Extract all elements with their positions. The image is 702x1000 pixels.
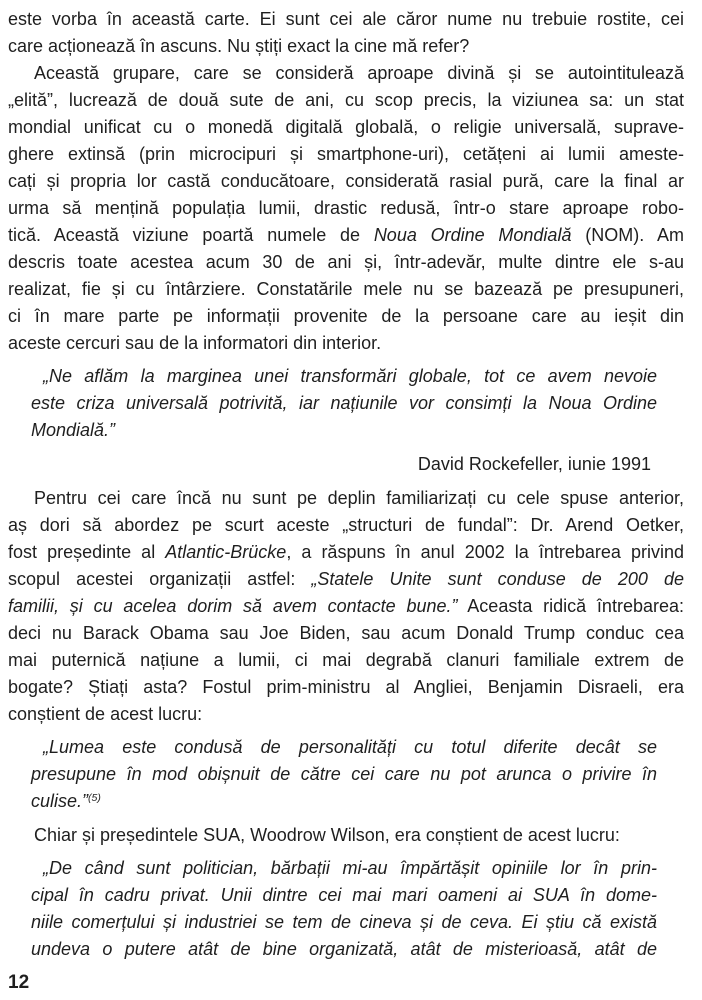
footnote-ref: (5): [88, 792, 101, 804]
text-segment: tică. Această viziune poartă numele de: [8, 225, 374, 245]
quote-block: [31, 734, 657, 815]
text-segment: „Ne aflăm la marginea unei transformări globale, tot ce avem nevoie: [43, 366, 657, 386]
text-segment: deci nu Barack Obama sau Joe Biden, sau acum Donald Trump conduc cea: [8, 623, 684, 643]
paragraph: [8, 6, 684, 60]
text-line: [8, 222, 684, 249]
text-segment: descris toate acestea acum 30 de ani și, într-adevăr, multe dintre ele s-au: [8, 252, 684, 272]
text-segment: mai puternică națiune a lumii, ci mai degrabă clanuri familiale extrem de: [8, 650, 684, 670]
text-line: [8, 566, 684, 593]
text-line: [31, 417, 657, 444]
text-segment: „De când sunt politician, bărbații mi-au împărtășit opiniile lor în prin-: [43, 858, 657, 878]
text-line: [8, 60, 684, 87]
text-segment: scopul acestei organizații astfel:: [8, 569, 312, 589]
text-segment: Atlantic-Brücke: [165, 542, 287, 562]
text-segment: Pentru cei care încă nu sunt pe deplin familiarizați cu cele spuse anterior,: [34, 488, 684, 508]
text-segment: Mondială.”: [31, 420, 116, 440]
text-line: [8, 647, 684, 674]
text-segment: cipal în cadru privat. Unii dintre cei mai mari oameni ai SUA în dome-: [31, 885, 657, 905]
text-line: [31, 882, 657, 909]
text-segment: este criza universală potrivită, iar națiunile vor consimți la Noua Ordine: [31, 393, 657, 413]
text-segment: undeva o putere atât de bine organizată, atât de misterioasă, atât de: [31, 939, 657, 959]
text-line: [8, 276, 684, 303]
text-segment: David Rockefeller, iunie 1991: [417, 454, 651, 474]
text-segment: ci în mare parte pe informații provenite de la persoane care au ieșit din: [8, 306, 684, 326]
text-line: [31, 909, 657, 936]
text-segment: mondial unificat cu o monedă digitală globală, o religie universală, suprave-: [8, 117, 684, 137]
text-segment: niile comerțului și industriei se tem de cineva și de ceva. Ei știu că există: [31, 912, 657, 932]
text-segment: presupune în mod obișnuit de către cei care nu pot arunca o privire în: [31, 764, 657, 784]
text-line: [8, 539, 684, 566]
text-line: [31, 363, 657, 390]
text-line: [8, 451, 651, 478]
text-line: [8, 485, 684, 512]
text-line: [8, 330, 684, 357]
text-segment: „elită”, lucrează de două sute de ani, cu scop precis, la viziunea sa: un stat: [8, 90, 684, 110]
text-line: [8, 674, 684, 701]
text-segment: familii, și cu acelea dorim să avem contacte bune.”: [8, 596, 458, 616]
text-segment: conștient de acest lucru:: [8, 704, 203, 724]
text-segment: Aceasta ridică întrebarea:: [457, 596, 684, 616]
text-segment: , a răspuns în anul 2002 la întrebarea privind: [286, 542, 684, 562]
text-line: [8, 822, 684, 849]
text-segment: aș dori să abordez pe scurt aceste „structuri de fundal”: Dr. Arend Oetker,: [8, 515, 684, 535]
paragraph: [8, 822, 684, 849]
text-segment: realizat, fie și cu întârziere. Constatările mele nu se bazează pe presupuneri,: [8, 279, 684, 299]
text-segment: cați și propria lor castă conducătoare, considerată rasial pură, care la final ar: [8, 171, 684, 191]
text-line: [8, 249, 684, 276]
text-segment: Chiar și președintele SUA, Woodrow Wilson, era conștient de acest lucru:: [34, 825, 620, 845]
text-line: [8, 701, 684, 728]
text-line: [31, 855, 657, 882]
text-line: [8, 114, 684, 141]
text-line: [8, 33, 684, 60]
text-line: [31, 734, 657, 761]
text-segment: „Statele Unite sunt conduse de 200 de: [311, 569, 685, 589]
text-line: [8, 195, 684, 222]
paragraph: [8, 60, 684, 357]
text-segment: (NOM). Am: [571, 225, 684, 245]
text-line: [31, 936, 657, 963]
text-segment: „Lumea este condusă de personalități cu totul diferite decât se: [43, 737, 657, 757]
text-line: [8, 6, 684, 33]
text-line: [8, 168, 684, 195]
text-segment: bogate? Știați asta? Fostul prim-ministru al Angliei, Benjamin Disraeli, era: [8, 677, 684, 697]
text-segment: fost președinte al: [8, 542, 166, 562]
text-segment: aceste cercuri sau de la informatori din interior.: [8, 333, 382, 353]
text-segment: care acționează în ascuns. Nu știți exact la cine mă refer?: [8, 36, 470, 56]
text-line: [8, 593, 684, 620]
text-segment: este vorba în această carte. Ei sunt cei ale căror nume nu trebuie rostite, cei: [8, 9, 684, 29]
text-line: [31, 788, 657, 815]
text-line: [8, 141, 684, 168]
paragraph: [8, 485, 684, 728]
page-body: [8, 6, 684, 963]
text-segment: urma să mențină populația lumii, drastic redusă, într-o stare aproape robo-: [8, 198, 684, 218]
quote-block: [31, 363, 657, 444]
text-line: [31, 761, 657, 788]
text-segment: Această grupare, care se consideră aproape divină și se autointitulează: [34, 63, 684, 83]
text-segment: ghere extinsă (prin microcipuri și smartphone-uri), cetățeni ai lumii ameste-: [8, 144, 684, 164]
text-line: [8, 87, 684, 114]
text-line: [8, 303, 684, 330]
text-segment: culise.”: [31, 791, 89, 811]
quote-attribution: [8, 451, 651, 478]
page-number: 12: [8, 972, 30, 993]
text-segment: Noua Ordine Mondială: [373, 225, 572, 245]
quote-block: [31, 855, 657, 963]
text-line: [8, 512, 684, 539]
text-line: [31, 390, 657, 417]
text-line: [8, 620, 684, 647]
